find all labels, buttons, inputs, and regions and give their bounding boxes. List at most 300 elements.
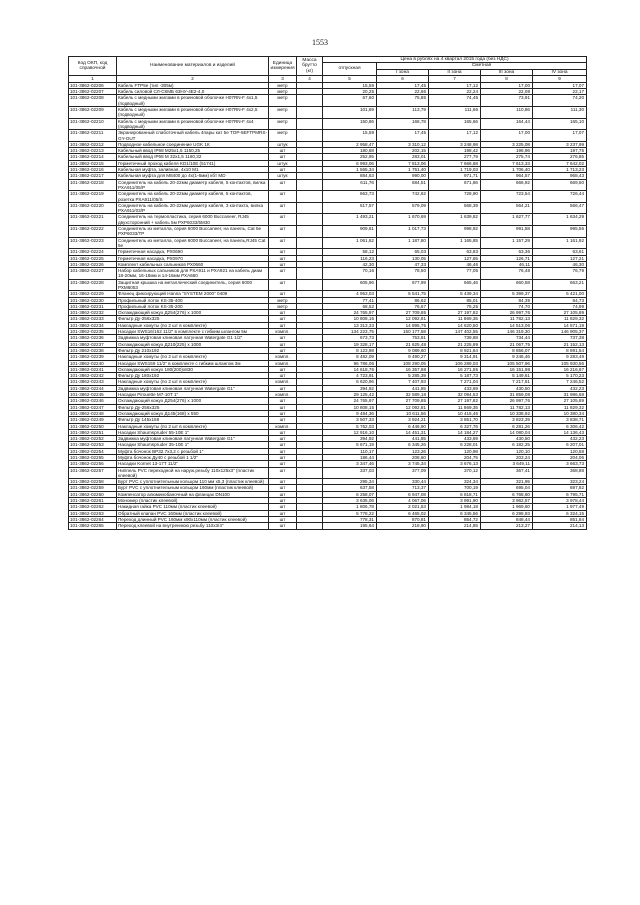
- row-zone1-price: 108 290,05: [377, 360, 429, 366]
- row-zone4-price: 11 829,32: [533, 404, 587, 410]
- row-zone3-price: 275,74: [481, 154, 533, 160]
- row-unit: штук: [269, 173, 297, 179]
- row-zone2-price: 665,46: [429, 279, 481, 291]
- row-name: Охлаждающий кожух Д254(276) х 1000: [117, 398, 269, 404]
- table-row: [69, 237, 587, 249]
- row-code: 101-3862-02209: [69, 107, 117, 119]
- row-zone2-price: 370,12: [429, 467, 481, 479]
- header-zone-3: III зона: [481, 69, 533, 75]
- row-zone2-price: 9 314,91: [429, 354, 481, 360]
- header-name: Наименование материалов и изделий: [117, 57, 269, 76]
- row-zone2-price: 21 225,89: [429, 341, 481, 347]
- row-zone3-price: 11 782,13: [481, 316, 533, 322]
- row-zone4-price: 697,82: [533, 485, 587, 491]
- row-zone2-price: 14 184,27: [429, 429, 481, 435]
- row-code: 101-3862-02242: [69, 373, 117, 379]
- row-name: Обратный клапан PVC 160мм (пластик клеевой): [117, 510, 269, 516]
- row-zone4-price: 5 421,00: [533, 291, 587, 297]
- row-name: Кабель с медными жилами в резиновой оболочке H07RN-F 4х1,5 (подводный): [117, 95, 269, 107]
- row-zone3-price: 31 859,08: [481, 392, 533, 398]
- row-zone3-price: 1 969,60: [481, 504, 533, 510]
- row-zone4-price: 21 152,13: [533, 341, 587, 347]
- row-unit: шт: [269, 410, 297, 416]
- row-name: Насадки SWS16/162 11/2" в комплекте с гибким шлангом 5м: [117, 329, 269, 335]
- row-unit: компл.: [269, 329, 297, 335]
- row-zone2-price: 6 327,76: [429, 423, 481, 429]
- row-zone3-price: 1 157,29: [481, 237, 533, 249]
- row-unit: штук: [269, 160, 297, 166]
- row-zone1-price: 218,90: [377, 523, 429, 529]
- column-index-row: [69, 75, 587, 82]
- table-row: [69, 202, 587, 214]
- row-mass: [297, 95, 323, 107]
- row-zone1-price: 1 187,80: [377, 237, 429, 249]
- row-zone3-price: 126,71: [481, 255, 533, 261]
- row-zone4-price: 146 905,37: [533, 329, 587, 335]
- row-name: Герметичная насадка, РХ0690: [117, 249, 269, 255]
- row-unit: шт: [269, 455, 297, 461]
- row-code: 101-3862-02222: [69, 226, 117, 238]
- row-zone4-price: 74,20: [533, 95, 587, 107]
- row-zone3-price: 6 298,93: [481, 510, 533, 516]
- row-zone1-price: 579,09: [377, 202, 429, 214]
- row-zone1-price: 123,26: [377, 448, 429, 454]
- table-row: [69, 191, 587, 203]
- row-release-price: 110,17: [323, 448, 377, 454]
- row-zone4-price: 1 634,29: [533, 214, 587, 226]
- row-release-price: 5 778,22: [323, 510, 377, 516]
- row-zone3-price: 14 080,04: [481, 429, 533, 435]
- row-release-price: 20,25: [323, 89, 377, 95]
- row-release-price: 252,95: [323, 154, 377, 160]
- row-zone4-price: 14 571,19: [533, 322, 587, 328]
- row-release-price: 6 620,96: [323, 379, 377, 385]
- row-zone3-price: 84,39: [481, 297, 533, 303]
- row-zone1-price: 9 089,60: [377, 347, 429, 353]
- row-zone4-price: 323,24: [533, 479, 587, 485]
- row-zone2-price: 77,05: [429, 268, 481, 280]
- row-unit: шт: [269, 154, 297, 160]
- row-unit: шт: [269, 417, 297, 423]
- row-zone2-price: 198,42: [429, 148, 481, 154]
- row-zone3-price: 367,41: [481, 467, 533, 479]
- row-zone2-price: 7 666,68: [429, 160, 481, 166]
- row-mass: [297, 191, 323, 203]
- row-unit: компл.: [269, 354, 297, 360]
- row-unit: шт: [269, 448, 297, 454]
- row-zone2-price: 22,24: [429, 89, 481, 95]
- row-zone2-price: 127,65: [429, 255, 481, 261]
- row-zone2-price: 10 415,46: [429, 410, 481, 416]
- row-unit: метр: [269, 89, 297, 95]
- row-release-price: 116,23: [323, 255, 377, 261]
- row-zone4-price: 276,85: [533, 154, 587, 160]
- row-code: 101-3862-02219: [69, 191, 117, 203]
- row-code: 101-3862-02263: [69, 510, 117, 516]
- row-unit: шт: [269, 461, 297, 467]
- row-code: 101-3862-02248: [69, 410, 117, 416]
- table-row: [69, 107, 587, 119]
- row-release-price: 24 765,97: [323, 398, 377, 404]
- header-zone-2: II зона: [429, 69, 481, 75]
- row-zone3-price: 73,91: [481, 95, 533, 107]
- row-release-price: 3 635,06: [323, 498, 377, 504]
- row-name: Бурт PVC с уплотнительным кольцом 110 мм х5,3 (пластик клеевой): [117, 479, 269, 485]
- row-zone3-price: 120,10: [481, 448, 533, 454]
- row-zone1-price: 202,15: [377, 148, 429, 154]
- row-mass: [297, 107, 323, 119]
- row-zone3-price: 6 182,25: [481, 442, 533, 448]
- row-unit: метр: [269, 107, 297, 119]
- row-zone2-price: 1 719,03: [429, 167, 481, 173]
- row-zone1-price: 684,51: [377, 179, 429, 191]
- row-release-price: 101,69: [323, 107, 377, 119]
- row-unit: шт: [269, 335, 297, 341]
- row-unit: шт: [269, 261, 297, 267]
- row-zone3-price: 430,50: [481, 436, 533, 442]
- row-zone4-price: 105 930,56: [533, 360, 587, 366]
- row-zone1-price: 27 709,85: [377, 398, 429, 404]
- row-zone1-price: 9 490,27: [377, 354, 429, 360]
- row-code: 101-3862-02230: [69, 297, 117, 303]
- row-release-price: 605,96: [323, 279, 377, 291]
- row-zone1-price: 14 895,75: [377, 322, 429, 328]
- row-zone4-price: 10 380,34: [533, 410, 587, 416]
- row-release-price: 6 258,07: [323, 491, 377, 497]
- row-zone1-price: 17,45: [377, 82, 429, 88]
- row-zone1-price: 6 465,02: [377, 510, 429, 516]
- row-code: 101-3862-02215: [69, 160, 117, 166]
- row-zone1-price: 130,05: [377, 255, 429, 261]
- row-zone4-price: 726,44: [533, 191, 587, 203]
- row-name: Кабельная муфта, заливная, 4х10 М1: [117, 167, 269, 173]
- row-name: Профильный лоток KS-35-200: [117, 303, 269, 309]
- row-zone4-price: 9 283,49: [533, 354, 587, 360]
- row-unit: шт: [269, 255, 297, 261]
- row-release-price: 67,60: [323, 95, 377, 107]
- row-zone1-price: 32 589,18: [377, 392, 429, 398]
- row-code: 101-3862-02234: [69, 322, 117, 328]
- row-name: Насадки Kornet 13-17T 11/2": [117, 461, 269, 467]
- row-zone1-price: 441,85: [377, 436, 429, 442]
- row-zone3-price: 695,04: [481, 485, 533, 491]
- row-code: 101-3862-02225: [69, 255, 117, 261]
- column-index-cell: 5: [323, 75, 377, 82]
- row-zone3-price: 213,27: [481, 523, 533, 529]
- row-zone2-price: 671,86: [429, 179, 481, 191]
- row-unit: шт: [269, 237, 297, 249]
- row-zone3-price: 16 151,98: [481, 366, 533, 372]
- header-zone-1: I зона: [377, 69, 429, 75]
- row-zone3-price: 666,92: [481, 179, 533, 191]
- row-release-price: 70,16: [323, 268, 377, 280]
- row-release-price: 15,59: [323, 130, 377, 142]
- row-zone3-price: 7 613,33: [481, 160, 533, 166]
- row-release-price: 611,76: [323, 179, 377, 191]
- row-zone4-price: 1 977,49: [533, 504, 587, 510]
- row-code: 101-3862-02245: [69, 392, 117, 398]
- row-zone1-price: 5 541,75: [377, 291, 429, 297]
- row-name: Соединитель из металла, серия 6000 Buccaneer, на панель,RJ45 Cat 5e: [117, 237, 269, 249]
- row-zone3-price: 164,44: [481, 118, 533, 130]
- row-zone1-price: 6 446,90: [377, 423, 429, 429]
- row-zone4-price: 851,84: [533, 516, 587, 522]
- row-zone3-price: 3 225,08: [481, 141, 533, 147]
- row-code: 101-3862-02214: [69, 154, 117, 160]
- row-code: 101-3862-02249: [69, 417, 117, 423]
- row-release-price: 4 723,91: [323, 373, 377, 379]
- row-release-price: 8 482,09: [323, 354, 377, 360]
- row-zone3-price: 9 246,46: [481, 354, 533, 360]
- row-zone1-price: 150 177,58: [377, 329, 429, 335]
- row-zone1-price: 12 092,81: [377, 316, 429, 322]
- row-code: 101-3862-02212: [69, 141, 117, 147]
- row-zone3-price: 46,11: [481, 261, 533, 267]
- row-release-price: 134 223,75: [323, 329, 377, 335]
- row-name: Муфта бочонок Ду40 с резьбой 1 1/2": [117, 455, 269, 461]
- row-code: 101-3862-02213: [69, 148, 117, 154]
- row-zone3-price: 110,86: [481, 107, 533, 119]
- row-zone2-price: 3 676,13: [429, 461, 481, 467]
- row-unit: шт: [269, 268, 297, 280]
- row-zone2-price: 700,19: [429, 485, 481, 491]
- row-zone3-price: 734,44: [481, 335, 533, 341]
- row-release-price: 24 765,97: [323, 310, 377, 316]
- header-release: отпускная: [323, 63, 377, 76]
- row-zone2-price: 998,92: [429, 226, 481, 238]
- row-zone4-price: 432,23: [533, 385, 587, 391]
- table-row: [69, 268, 587, 280]
- row-name: Фильтр Ду 180х192: [117, 373, 269, 379]
- row-zone1-price: 76,67: [377, 303, 429, 309]
- row-release-price: 10 808,15: [323, 404, 377, 410]
- row-mass: [297, 214, 323, 226]
- row-zone4-price: 3 978,44: [533, 498, 587, 504]
- row-zone4-price: 3 838,71: [533, 417, 587, 423]
- row-zone1-price: 75,85: [377, 95, 429, 107]
- row-release-price: 6 993,06: [323, 160, 377, 166]
- row-name: Кабель FTP5e (тип -305м): [117, 82, 269, 88]
- row-unit: шт: [269, 167, 297, 173]
- header-estimate: Сметная: [377, 63, 587, 69]
- row-zone3-price: 17,00: [481, 82, 533, 88]
- row-unit: шт: [269, 249, 297, 255]
- row-mass: [297, 118, 323, 130]
- row-zone2-price: 7 271,04: [429, 379, 481, 385]
- row-release-price: 8 123,98: [323, 347, 377, 353]
- row-code: 101-3862-02207: [69, 89, 117, 95]
- row-zone1-price: 1 017,73: [377, 226, 429, 238]
- column-index-cell: 6: [377, 75, 429, 82]
- row-zone3-price: 321,95: [481, 479, 533, 485]
- row-zone4-price: 74,99: [533, 303, 587, 309]
- row-name: Экранированный слаботочный кабель 4пары кат 5е TOP-5EFTPMRS-GY-OUT: [118, 130, 267, 141]
- row-mass: [297, 179, 323, 191]
- row-release-price: 1 061,62: [323, 237, 377, 249]
- row-mass: [297, 268, 323, 280]
- row-unit: метр: [269, 297, 297, 303]
- row-name: Подводное кабельное соединение UGK 1К: [117, 141, 269, 147]
- row-zone3-price: 196,96: [481, 148, 533, 154]
- row-name: Задвижка муфтовая клиновая латунная Watergate G1": [117, 385, 269, 391]
- row-zone3-price: 26 997,76: [481, 310, 533, 316]
- row-zone1-price: 713,37: [377, 485, 429, 491]
- row-zone2-price: 27 197,82: [429, 310, 481, 316]
- row-code: 101-3862-02254: [69, 448, 117, 454]
- row-unit: шт: [269, 341, 297, 347]
- row-zone3-price: 203,24: [481, 455, 533, 461]
- row-zone4-price: 27 105,89: [533, 310, 587, 316]
- row-code: 101-3862-02239: [69, 354, 117, 360]
- row-zone3-price: 14 513,06: [481, 322, 533, 328]
- row-zone4-price: 6 795,71: [533, 491, 587, 497]
- row-code: 101-3862-02244: [69, 385, 117, 391]
- row-zone1-price: 7 407,93: [377, 379, 429, 385]
- row-zone4-price: 22,17: [533, 89, 587, 95]
- row-release-price: 3 347,46: [323, 461, 377, 467]
- row-zone3-price: 63,36: [481, 249, 533, 255]
- row-zone1-price: 78,50: [377, 268, 429, 280]
- row-zone2-price: 17,12: [429, 130, 481, 142]
- row-release-price: 4 953,03: [323, 291, 377, 297]
- row-zone2-price: 324,34: [429, 479, 481, 485]
- row-unit: компл.: [269, 379, 297, 385]
- row-code: 101-3862-02262: [69, 504, 117, 510]
- row-name: Накидная гайка PVC 110мм (пластик клеевой): [117, 504, 269, 510]
- row-name: Соединитель на кабель 20-22мм диаметр кабеля, 5 контактов, розетка РХА911/05/S: [117, 191, 269, 203]
- row-zone2-price: 8 921,64: [429, 347, 481, 353]
- row-release-price: 14 618,76: [323, 366, 377, 372]
- row-release-price: 778,31: [323, 516, 377, 522]
- row-name: Охлаждающий кожух Д254(276) х 1000: [117, 310, 269, 316]
- header-price-title: Цена в рублях на 4 квартал 2015 года (без НДС): [323, 57, 587, 63]
- table-row: [69, 523, 587, 529]
- row-mass: [297, 237, 323, 249]
- row-zone2-price: 3 851,70: [429, 417, 481, 423]
- row-unit: шт: [269, 148, 297, 154]
- column-index-cell: 4: [297, 75, 323, 82]
- row-mass: [297, 130, 323, 142]
- row-zone3-price: 6 768,60: [481, 491, 533, 497]
- row-unit: компл.: [269, 423, 297, 429]
- row-code: 101-3862-02211: [69, 130, 117, 142]
- row-zone4-price: 6 306,42: [533, 423, 587, 429]
- row-zone3-price: 74,70: [481, 303, 533, 309]
- row-code: 101-3862-02229: [69, 291, 117, 297]
- table-row: [69, 130, 587, 142]
- row-zone1-price: 208,60: [377, 455, 429, 461]
- row-code: 101-3862-02217: [69, 173, 117, 179]
- row-unit: шт: [269, 347, 297, 353]
- row-zone1-price: 65,03: [377, 249, 429, 255]
- row-zone3-price: 964,57: [481, 173, 533, 179]
- row-unit: компл.: [269, 392, 297, 398]
- row-zone1-price: 12 092,81: [377, 404, 429, 410]
- row-code: 101-3862-02216: [69, 167, 117, 173]
- row-code: 101-3862-02256: [69, 461, 117, 467]
- row-name: Мономер (пластик клеевой): [117, 498, 269, 504]
- row-unit: шт: [269, 467, 297, 479]
- table-row: [69, 118, 587, 130]
- row-release-price: 15,59: [323, 82, 377, 88]
- row-release-price: 637,58: [323, 485, 377, 491]
- row-release-price: 1 493,21: [323, 214, 377, 226]
- row-unit: метр: [269, 130, 297, 142]
- row-unit: метр: [269, 82, 297, 88]
- row-zone3-price: 21 067,75: [481, 341, 533, 347]
- row-name: Задвижка муфтовая клиновая латунная Watergate G1 1/2": [117, 335, 269, 341]
- row-zone2-price: 1 639,82: [429, 214, 481, 226]
- row-release-price: 1 565,34: [323, 167, 377, 173]
- row-unit: шт: [269, 510, 297, 516]
- row-unit: шт: [269, 322, 297, 328]
- row-zone1-price: 113,79: [377, 107, 429, 119]
- row-unit: шт: [269, 214, 297, 226]
- row-zone4-price: 7 246,52: [533, 379, 587, 385]
- row-release-price: 96 786,06: [323, 360, 377, 366]
- row-zone3-price: 26 997,76: [481, 398, 533, 404]
- row-zone4-price: 11 829,32: [533, 316, 587, 322]
- row-zone2-price: 11 869,35: [429, 316, 481, 322]
- row-unit: шт: [269, 202, 297, 214]
- row-unit: шт: [269, 191, 297, 203]
- row-zone4-price: 432,23: [533, 436, 587, 442]
- row-code: 101-3862-02265: [69, 523, 117, 529]
- row-code: 101-3862-02243: [69, 379, 117, 385]
- row-name: Кабельный ввод IP68 M 32х1,5 1160,32: [117, 154, 269, 160]
- row-code: 101-3862-02259: [69, 485, 117, 491]
- row-unit: шт: [269, 279, 297, 291]
- row-zone3-price: 76,48: [481, 268, 533, 280]
- row-release-price: 180,68: [323, 148, 377, 154]
- row-unit: шт: [269, 436, 297, 442]
- row-name: Фланец фиксирующий Hanna "SYSTEM 2000" 0409: [117, 291, 269, 297]
- row-code: 101-3862-02253: [69, 442, 117, 448]
- header-mass: Масса брутто (кг): [297, 57, 323, 76]
- row-zone3-price: 105 507,96: [481, 360, 533, 366]
- row-zone2-price: 111,66: [429, 107, 481, 119]
- row-zone2-price: 1 984,18: [429, 504, 481, 510]
- row-name: Бурт PVC с уплотнительным кольцом 160мм (пластик клеевой): [117, 485, 269, 491]
- row-zone2-price: 3 248,98: [429, 141, 481, 147]
- row-zone4-price: 7 642,02: [533, 160, 587, 166]
- row-zone3-price: 10 338,92: [481, 410, 533, 416]
- row-code: 101-3862-02246: [69, 398, 117, 404]
- row-code: 101-3862-02252: [69, 436, 117, 442]
- row-name: Охлаждающий кожух 180(200)х830: [117, 366, 269, 372]
- row-unit: шт: [269, 404, 297, 410]
- row-zone4-price: 214,13: [533, 523, 587, 529]
- column-index-cell: 9: [533, 75, 587, 82]
- row-unit: шт: [269, 366, 297, 372]
- row-name: Задвижка муфтовая клиновая латунная Watergate G1": [117, 436, 269, 442]
- row-zone1-price: 1 670,69: [377, 214, 429, 226]
- row-zone4-price: 197,75: [533, 148, 587, 154]
- row-name: Комплект кабельных сальников РХ0660: [117, 261, 269, 267]
- row-name: Муфта бочонок ВР32.7х3,2 с резьбой 1": [117, 448, 269, 454]
- row-zone3-price: 6 281,26: [481, 423, 533, 429]
- row-release-price: 337,03: [323, 467, 377, 479]
- row-name: Переход клеевой на внутреннюю резьбу 110х3/4": [117, 523, 269, 529]
- row-zone4-price: 204,06: [533, 455, 587, 461]
- row-unit: шт: [269, 316, 297, 322]
- row-zone4-price: 31 986,68: [533, 392, 587, 398]
- row-unit: штук: [269, 141, 297, 147]
- row-zone2-price: 6 228,01: [429, 442, 481, 448]
- row-code: 101-3862-02224: [69, 249, 117, 255]
- row-zone4-price: 566,47: [533, 202, 587, 214]
- table-row: [69, 226, 587, 238]
